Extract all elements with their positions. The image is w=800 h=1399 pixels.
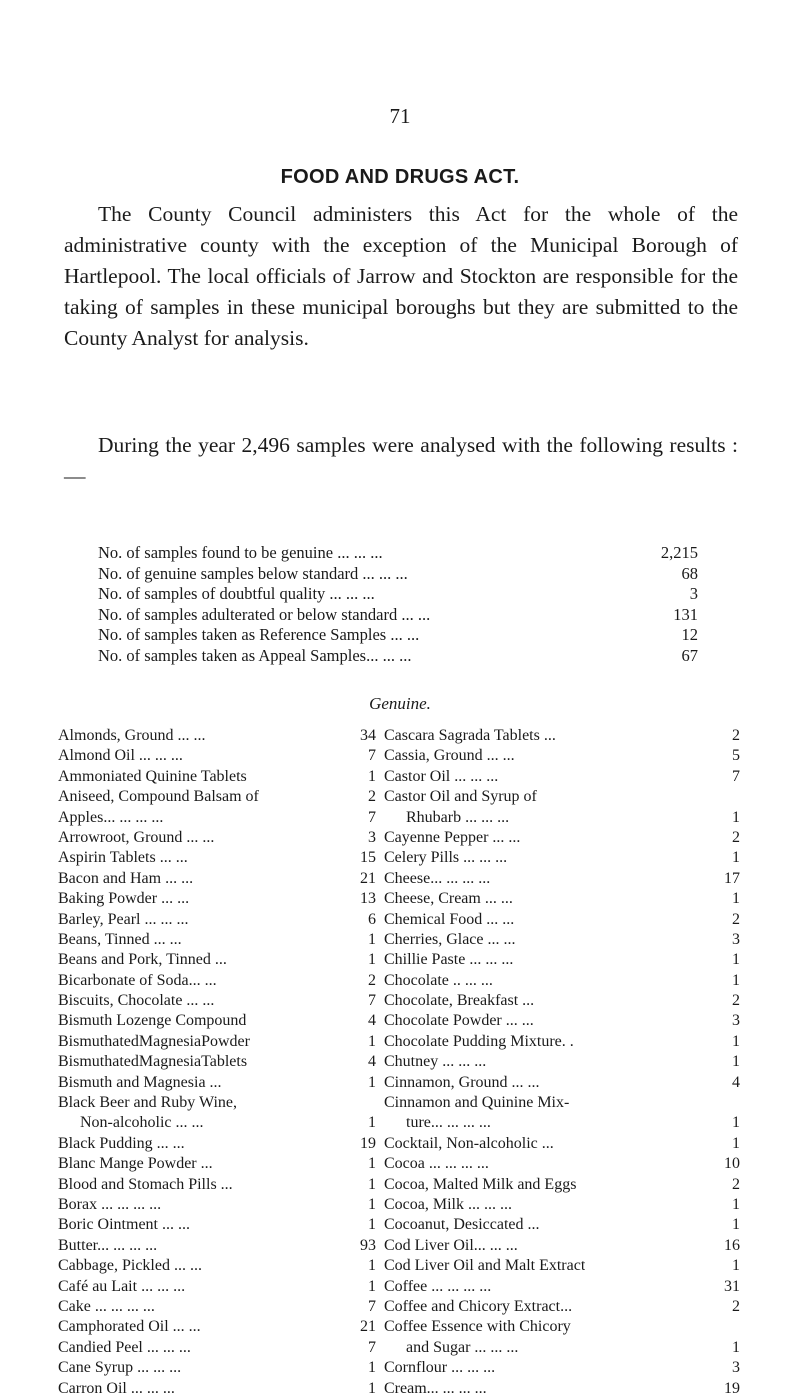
item-name: Chemical Food ... ... bbox=[384, 910, 515, 928]
list-item bbox=[384, 910, 740, 930]
item-count: 4 bbox=[368, 1012, 376, 1030]
list-item bbox=[384, 1236, 740, 1256]
item-count: 1 bbox=[732, 808, 740, 826]
item-count: 1 bbox=[368, 1073, 376, 1091]
item-name: Camphorated Oil ... ... bbox=[58, 1318, 201, 1336]
list-item bbox=[384, 1032, 740, 1052]
list-item bbox=[384, 726, 740, 746]
list-item bbox=[58, 1113, 376, 1133]
item-count: 1 bbox=[732, 890, 740, 908]
list-item bbox=[58, 726, 376, 746]
list-item bbox=[384, 930, 740, 950]
item-count: 5 bbox=[732, 747, 740, 765]
item-count: 3 bbox=[732, 1359, 740, 1377]
list-item bbox=[384, 1317, 740, 1337]
results-row bbox=[98, 605, 698, 626]
item-count: 1 bbox=[368, 1114, 376, 1132]
item-count: 7 bbox=[368, 808, 376, 826]
item-name: Bicarbonate of Soda... ... bbox=[58, 971, 217, 989]
list-item bbox=[384, 1134, 740, 1154]
list-item bbox=[384, 1215, 740, 1235]
list-item bbox=[384, 808, 740, 828]
results-label: No. of samples of doubtful quality ... ... ... bbox=[98, 584, 375, 603]
item-name: Cocoanut, Desiccated ... bbox=[384, 1216, 540, 1234]
item-count: 1 bbox=[368, 1277, 376, 1295]
results-value: 12 bbox=[681, 625, 698, 644]
item-count: 2 bbox=[732, 727, 740, 744]
item-count: 1 bbox=[368, 767, 376, 785]
list-item bbox=[384, 828, 740, 848]
item-name: Non-alcoholic ... ... bbox=[80, 1114, 204, 1132]
item-name: Cabbage, Pickled ... ... bbox=[58, 1257, 202, 1275]
list-item bbox=[384, 1154, 740, 1174]
list-item bbox=[384, 746, 740, 766]
item-count: 31 bbox=[724, 1277, 740, 1295]
item-name: Cayenne Pepper ... ... bbox=[384, 828, 521, 846]
list-item bbox=[58, 808, 376, 828]
item-count: 4 bbox=[732, 1073, 740, 1091]
item-count: 7 bbox=[368, 992, 376, 1010]
item-name: Cocoa, Malted Milk and Eggs bbox=[384, 1175, 577, 1193]
item-count: 3 bbox=[732, 930, 740, 948]
item-name: Rhubarb ... ... ... bbox=[406, 808, 510, 826]
list-item bbox=[384, 1113, 740, 1133]
list-item bbox=[384, 950, 740, 970]
item-name: Aspirin Tablets ... ... bbox=[58, 849, 188, 867]
item-name: Cane Syrup ... ... ... bbox=[58, 1359, 182, 1377]
item-name: Carron Oil ... ... ... bbox=[58, 1379, 175, 1397]
item-count: 21 bbox=[360, 869, 376, 887]
item-name: Chocolate Pudding Mixture. . bbox=[384, 1032, 574, 1050]
results-row bbox=[98, 625, 698, 646]
item-name: Castor Oil and Syrup of bbox=[384, 788, 537, 806]
item-name: Chocolate .. ... ... bbox=[384, 971, 493, 989]
item-name: Black Beer and Ruby Wine, bbox=[58, 1094, 238, 1112]
item-count: 7 bbox=[368, 1297, 376, 1315]
list-item bbox=[384, 1093, 740, 1113]
item-name: Apples... ... ... ... bbox=[58, 808, 164, 826]
item-name: BismuthatedMagnesiaTablets bbox=[58, 1053, 248, 1071]
item-count: 1 bbox=[732, 971, 740, 989]
item-count: 13 bbox=[360, 890, 376, 908]
list-item bbox=[58, 746, 376, 766]
list-item bbox=[58, 950, 376, 970]
item-name: Cream... ... ... ... bbox=[384, 1379, 487, 1397]
list-item bbox=[384, 767, 740, 787]
item-count: 15 bbox=[360, 849, 376, 867]
list-item bbox=[58, 1236, 376, 1256]
item-name: Cod Liver Oil and Malt Extract bbox=[384, 1257, 586, 1275]
results-label: No. of genuine samples below standard ... ... ... bbox=[98, 563, 408, 583]
intro-paragraph: The County Council administers this Act for the whole of the administrative county with the exception of the Municipal Borough of Hartlepool. The local officials of Jarrow and Stockton are responsible for the taking of samples in these municipal boroughs but they are submitted to the County Analyst for analysis. bbox=[64, 202, 738, 350]
results-label: No. of samples found to be genuine ... ... ... bbox=[98, 543, 383, 562]
list-item bbox=[58, 1338, 376, 1358]
item-name: Borax ... ... ... ... bbox=[58, 1195, 162, 1213]
item-count: 17 bbox=[724, 869, 740, 887]
item-count: 2 bbox=[368, 971, 376, 989]
item-name: Beans and Pork, Tinned ... bbox=[58, 951, 227, 969]
list-item bbox=[58, 767, 376, 787]
list-item bbox=[58, 1032, 376, 1052]
item-count: 19 bbox=[360, 1134, 376, 1152]
item-name: Cornflour ... ... ... bbox=[384, 1359, 496, 1377]
item-count: 2 bbox=[368, 788, 376, 806]
item-count: 7 bbox=[368, 1338, 376, 1356]
page-heading: FOOD AND DRUGS ACT. bbox=[280, 166, 520, 188]
item-name: Almond Oil ... ... ... bbox=[58, 747, 183, 765]
results-row bbox=[98, 584, 698, 605]
item-count: 1 bbox=[368, 1379, 376, 1397]
item-name: Arrowroot, Ground ... ... bbox=[58, 828, 215, 846]
item-name: Celery Pills ... ... ... bbox=[384, 849, 508, 867]
list-item bbox=[384, 971, 740, 991]
list-item bbox=[58, 889, 376, 909]
item-name: Cassia, Ground ... ... bbox=[384, 747, 515, 765]
item-count bbox=[710, 787, 740, 807]
page-number: 71 bbox=[389, 104, 411, 128]
item-name: Bismuth and Magnesia ... bbox=[58, 1073, 222, 1091]
list-item bbox=[58, 1256, 376, 1276]
item-count: 1 bbox=[732, 1195, 740, 1213]
item-count: 2 bbox=[732, 910, 740, 928]
item-count: 1 bbox=[732, 1216, 740, 1234]
item-name: Cherries, Glace ... ... bbox=[384, 930, 516, 948]
item-name: Blood and Stomach Pills ... bbox=[58, 1175, 233, 1193]
item-count: 1 bbox=[368, 1216, 376, 1234]
item-name: Cinnamon and Quinine Mix- bbox=[384, 1094, 570, 1112]
list-item bbox=[384, 1073, 740, 1093]
list-item bbox=[58, 1011, 376, 1031]
genuine-list-right bbox=[384, 726, 740, 1399]
item-count: 1 bbox=[732, 951, 740, 969]
item-count: 1 bbox=[732, 849, 740, 867]
item-name: Beans, Tinned ... ... bbox=[58, 930, 182, 948]
item-count bbox=[710, 1317, 740, 1337]
results-intro-paragraph: During the year 2,496 samples were analysed with the following results :— bbox=[64, 433, 738, 488]
item-name: Coffee and Chicory Extract... bbox=[384, 1297, 573, 1315]
item-count: 1 bbox=[368, 1032, 376, 1050]
list-item bbox=[58, 1379, 376, 1399]
item-count: 2 bbox=[732, 1297, 740, 1315]
list-item bbox=[384, 1256, 740, 1276]
results-value: 131 bbox=[673, 604, 698, 624]
item-name: Almonds, Ground ... ... bbox=[58, 727, 206, 744]
list-item bbox=[384, 889, 740, 909]
item-name: Cocoa, Milk ... ... ... bbox=[384, 1195, 512, 1213]
item-name: Castor Oil ... ... ... bbox=[384, 767, 499, 785]
item-name: Boric Ointment ... ... bbox=[58, 1216, 190, 1234]
list-item bbox=[58, 1154, 376, 1174]
list-item bbox=[58, 910, 376, 930]
results-summary bbox=[98, 543, 698, 666]
item-count: 16 bbox=[724, 1236, 740, 1254]
list-item bbox=[58, 1195, 376, 1215]
item-count: 21 bbox=[360, 1318, 376, 1336]
item-name: Aniseed, Compound Balsam of bbox=[58, 788, 259, 806]
item-count: 1 bbox=[732, 1338, 740, 1356]
item-name: Cheese, Cream ... ... bbox=[384, 890, 513, 908]
item-name: Cocktail, Non-alcoholic ... bbox=[384, 1134, 554, 1152]
item-name: Coffee ... ... ... ... bbox=[384, 1277, 492, 1295]
item-count: 2 bbox=[732, 1175, 740, 1193]
item-count bbox=[346, 1093, 376, 1113]
item-name: ture... ... ... ... bbox=[406, 1114, 491, 1132]
item-count: 4 bbox=[368, 1053, 376, 1071]
item-name: Chillie Paste ... ... ... bbox=[384, 951, 514, 969]
item-count: 1 bbox=[368, 1257, 376, 1275]
list-item bbox=[384, 848, 740, 868]
item-name: Baking Powder ... ... bbox=[58, 890, 190, 908]
list-item bbox=[58, 991, 376, 1011]
item-name: Cake ... ... ... ... bbox=[58, 1297, 155, 1315]
item-name: Biscuits, Chocolate ... ... bbox=[58, 992, 215, 1010]
item-name: Chocolate, Breakfast ... bbox=[384, 992, 535, 1010]
item-count: 1 bbox=[368, 1155, 376, 1173]
item-count: 1 bbox=[732, 1257, 740, 1275]
list-item bbox=[58, 1358, 376, 1378]
item-count: 1 bbox=[368, 951, 376, 969]
item-count bbox=[710, 1093, 740, 1113]
item-count: 10 bbox=[724, 1155, 740, 1173]
list-item bbox=[58, 1317, 376, 1337]
item-count: 3 bbox=[732, 1012, 740, 1030]
item-count: 7 bbox=[732, 767, 740, 785]
item-name: Black Pudding ... ... bbox=[58, 1134, 185, 1152]
results-label: No. of samples adulterated or below standard ... ... bbox=[98, 604, 431, 624]
item-name: Barley, Pearl ... ... ... bbox=[58, 910, 189, 928]
item-count: 6 bbox=[368, 910, 376, 928]
results-row bbox=[98, 646, 698, 667]
list-item bbox=[58, 828, 376, 848]
item-count: 19 bbox=[724, 1379, 740, 1397]
item-count: 1 bbox=[732, 1053, 740, 1071]
list-item bbox=[384, 1277, 740, 1297]
item-name: Ammoniated Quinine Tablets bbox=[58, 767, 247, 785]
item-name: Coffee Essence with Chicory bbox=[384, 1318, 571, 1336]
item-name: Bacon and Ham ... ... bbox=[58, 869, 194, 887]
list-item bbox=[384, 991, 740, 1011]
item-count: 2 bbox=[732, 992, 740, 1010]
item-name: Cheese... ... ... ... bbox=[384, 869, 491, 887]
results-value: 2,215 bbox=[660, 543, 698, 562]
list-item bbox=[384, 1358, 740, 1378]
list-item bbox=[58, 930, 376, 950]
results-label: No. of samples taken as Reference Samples ... ... bbox=[98, 625, 420, 644]
list-item bbox=[58, 848, 376, 868]
list-item bbox=[384, 1338, 740, 1358]
list-item bbox=[58, 1052, 376, 1072]
item-count: 2 bbox=[732, 828, 740, 846]
results-value: 67 bbox=[681, 645, 698, 665]
list-item bbox=[58, 1175, 376, 1195]
item-count: 1 bbox=[732, 1032, 740, 1050]
item-count: 1 bbox=[368, 1359, 376, 1377]
item-count: 1 bbox=[368, 930, 376, 948]
list-item bbox=[58, 787, 376, 807]
item-count: 1 bbox=[368, 1175, 376, 1193]
list-item bbox=[384, 1011, 740, 1031]
list-item bbox=[58, 971, 376, 991]
item-count: 7 bbox=[368, 747, 376, 765]
list-item bbox=[384, 787, 740, 807]
genuine-list-left bbox=[58, 726, 376, 1399]
results-value: 3 bbox=[689, 584, 698, 603]
list-item bbox=[58, 1093, 376, 1113]
item-name: Bismuth Lozenge Compound bbox=[58, 1012, 247, 1030]
item-name: and Sugar ... ... ... bbox=[406, 1338, 519, 1356]
results-label: No. of samples taken as Appeal Samples... ... ... bbox=[98, 645, 412, 665]
results-row bbox=[98, 564, 698, 585]
list-item bbox=[384, 869, 740, 889]
list-item bbox=[384, 1195, 740, 1215]
item-count: 1 bbox=[732, 1134, 740, 1152]
list-item bbox=[58, 1277, 376, 1297]
list-item bbox=[58, 1297, 376, 1317]
item-count: 34 bbox=[360, 727, 376, 744]
list-item bbox=[384, 1297, 740, 1317]
item-name: Cod Liver Oil... ... ... bbox=[384, 1236, 518, 1254]
item-name: Cocoa ... ... ... ... bbox=[384, 1155, 489, 1173]
item-count: 93 bbox=[360, 1236, 376, 1254]
list-item bbox=[384, 1379, 740, 1399]
item-count: 1 bbox=[368, 1195, 376, 1213]
item-name: Chocolate Powder ... ... bbox=[384, 1012, 534, 1030]
item-name: Chutney ... ... ... bbox=[384, 1053, 487, 1071]
item-name: Blanc Mange Powder ... bbox=[58, 1155, 213, 1173]
genuine-subheading: Genuine. bbox=[369, 694, 431, 713]
list-item bbox=[384, 1052, 740, 1072]
item-count: 3 bbox=[368, 828, 376, 846]
item-name: Cascara Sagrada Tablets ... bbox=[384, 727, 556, 744]
list-item bbox=[58, 869, 376, 889]
list-item bbox=[58, 1073, 376, 1093]
item-name: BismuthatedMagnesiaPowder bbox=[58, 1032, 250, 1050]
list-item bbox=[58, 1215, 376, 1235]
list-item bbox=[58, 1134, 376, 1154]
item-name: Candied Peel ... ... ... bbox=[58, 1338, 191, 1356]
item-name: Butter... ... ... ... bbox=[58, 1236, 158, 1254]
item-name: Cinnamon, Ground ... ... bbox=[384, 1073, 540, 1091]
item-name: Café au Lait ... ... ... bbox=[58, 1277, 186, 1295]
results-value: 68 bbox=[681, 563, 698, 583]
list-item bbox=[384, 1175, 740, 1195]
item-count: 1 bbox=[732, 1114, 740, 1132]
results-row bbox=[98, 543, 698, 564]
